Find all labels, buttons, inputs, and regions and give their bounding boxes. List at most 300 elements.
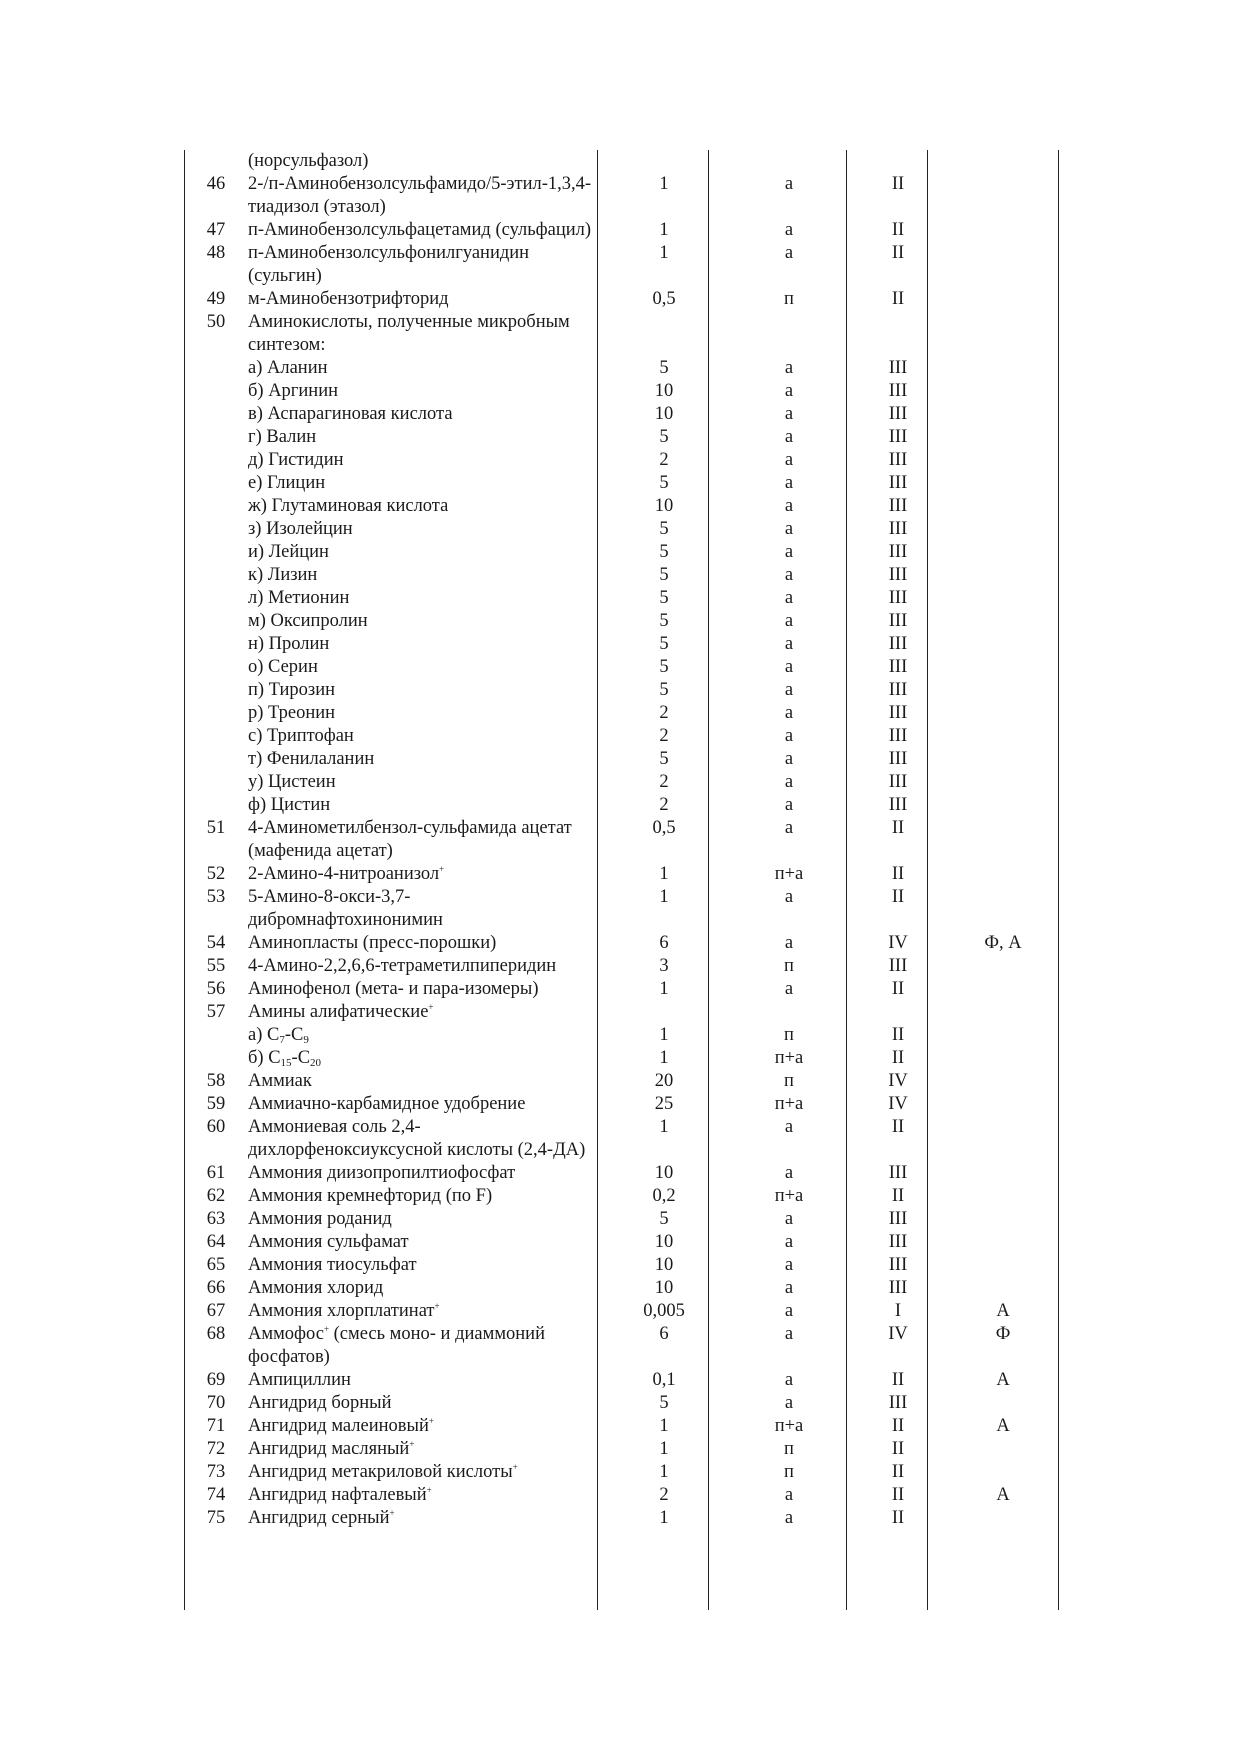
table-row (184, 495, 1068, 518)
cell-c3: II (891, 818, 905, 838)
cell-c4 (938, 1047, 1068, 1070)
cell-c3: III (888, 634, 908, 654)
cell-name (248, 150, 608, 173)
cell-c4 (938, 564, 1068, 587)
cell-num (184, 495, 248, 518)
cell-c1: 5 (659, 427, 669, 447)
table-row (184, 219, 1068, 242)
cell-name (248, 863, 608, 886)
table-row (184, 955, 1068, 978)
cell-c3: II (891, 1508, 905, 1528)
table-row (184, 679, 1068, 702)
table-row (184, 449, 1068, 472)
cell-c3: III (888, 404, 908, 424)
cell-c2: а (784, 450, 794, 470)
cell-num: 69 (206, 1370, 226, 1390)
cell-num: 70 (206, 1393, 226, 1413)
footnote-mark: + (389, 1508, 395, 1518)
cell-c1: 1 (659, 243, 669, 263)
cell-c3: II (891, 1048, 905, 1068)
table-row (184, 1231, 1068, 1254)
cell-num: 51 (206, 818, 226, 838)
cell-num: 73 (206, 1462, 226, 1482)
cell-c2: а (784, 588, 794, 608)
substances-table-body (184, 150, 1068, 1530)
cell-c4 (938, 679, 1068, 702)
substance-name: Аммония диизопропилтиофосфат (248, 1163, 516, 1183)
cell-c4 (938, 1231, 1068, 1254)
cell-c2: а (784, 726, 794, 746)
cell-name (248, 173, 608, 219)
cell-c1: 2 (659, 703, 669, 723)
substance-name: 4-Аминометилбензол-сульфамида ацетат (мафенида ацетат) (248, 818, 572, 861)
table-row (184, 725, 1068, 748)
cell-c4: А (996, 1416, 1010, 1436)
cell-c2: а (784, 1117, 794, 1137)
footnote-mark: + (409, 1439, 415, 1449)
cell-name (248, 1185, 608, 1208)
cell-c3: II (891, 864, 905, 884)
cell-name (248, 1208, 608, 1231)
cell-c2: а (784, 542, 794, 562)
substance-name: п) Тирозин (248, 680, 336, 700)
cell-name (248, 1070, 608, 1093)
substance-name: Ампициллин (248, 1370, 351, 1390)
table-row (184, 702, 1068, 725)
cell-c1: 2 (659, 726, 669, 746)
cell-name (248, 1323, 608, 1369)
cell-c4 (938, 771, 1068, 794)
cell-c3: II (891, 220, 905, 240)
cell-c1: 3 (659, 956, 669, 976)
cell-num (184, 633, 248, 656)
footnote-mark: + (428, 1416, 434, 1426)
cell-c2: а (784, 1163, 794, 1183)
cell-name (248, 564, 608, 587)
cell-c4 (938, 1438, 1068, 1461)
table-row (184, 1323, 1068, 1369)
substance-name: Аммиак (248, 1071, 312, 1091)
substance-name: г) Валин (248, 427, 317, 447)
substance-name: Ангидрид серный (248, 1508, 390, 1528)
cell-c2: а (784, 1232, 794, 1252)
cell-c4 (938, 748, 1068, 771)
cell-name (248, 541, 608, 564)
cell-c4 (938, 219, 1068, 242)
cell-c4 (938, 1001, 1068, 1024)
cell-c4 (938, 587, 1068, 610)
cell-c1: 2 (659, 450, 669, 470)
cell-c1: 5 (659, 519, 669, 539)
cell-name: а) $C_7-C_9$ (248, 1025, 309, 1046)
cell-c1: 0,5 (652, 289, 676, 309)
substance-name: а) Аланин (248, 358, 328, 378)
cell-num: 62 (206, 1186, 226, 1206)
cell-num: 72 (206, 1439, 226, 1459)
cell-c2: а (784, 1301, 794, 1321)
substance-name: м) Оксипролин (248, 611, 368, 631)
cell-c1: 10 (654, 1255, 674, 1275)
cell-c3: III (888, 519, 908, 539)
cell-c2: а (784, 887, 794, 907)
table-row (184, 1047, 1068, 1070)
cell-name (248, 932, 608, 955)
cell-num: 53 (206, 887, 226, 907)
cell-c3: I (894, 1301, 902, 1321)
cell-c3: II (891, 289, 905, 309)
cell-c1 (608, 150, 720, 173)
cell-name (248, 242, 608, 288)
cell-c4 (938, 1392, 1068, 1415)
table-row (184, 978, 1068, 1001)
table-row (184, 380, 1068, 403)
substance-name: 2-Амино-4-нитроанизол (248, 864, 440, 884)
cell-name (248, 426, 608, 449)
table-row (184, 932, 1068, 955)
table-row (184, 564, 1068, 587)
cell-c4 (938, 633, 1068, 656)
substance-name: м-Аминобензотрифторид (248, 289, 449, 309)
cell-c3: III (888, 542, 908, 562)
cell-num: 54 (206, 933, 226, 953)
cell-c3 (858, 150, 938, 173)
cell-c2: а (784, 519, 794, 539)
substance-name: Аммония роданид (248, 1209, 392, 1229)
cell-c4 (938, 311, 1068, 357)
cell-num (184, 449, 248, 472)
cell-num (184, 426, 248, 449)
cell-c1 (608, 1001, 720, 1024)
cell-num (184, 771, 248, 794)
cell-num (184, 472, 248, 495)
cell-c3: III (888, 657, 908, 677)
substance-name: к) Лизин (248, 565, 318, 585)
cell-c4 (938, 1070, 1068, 1093)
cell-c2: а (784, 473, 794, 493)
substance-name: с) Триптофан (248, 726, 354, 746)
cell-c2: п (784, 1025, 794, 1045)
cell-c1: 5 (659, 358, 669, 378)
cell-c3 (858, 311, 938, 357)
cell-c3: II (891, 243, 905, 263)
cell-name (248, 495, 608, 518)
cell-c1: 1 (659, 1416, 669, 1436)
cell-name (248, 1415, 608, 1438)
table-row (184, 633, 1068, 656)
cell-c3: III (888, 1255, 908, 1275)
cell-c4 (938, 380, 1068, 403)
cell-c2: а (784, 1508, 794, 1528)
cell-c3: III (888, 795, 908, 815)
footnote-mark: + (439, 864, 445, 874)
cell-c3: III (888, 473, 908, 493)
cell-c4 (938, 426, 1068, 449)
cell-c4 (938, 886, 1068, 932)
table-row (184, 1507, 1068, 1530)
table-row (184, 1093, 1068, 1116)
cell-c1: 5 (659, 473, 669, 493)
cell-num: 63 (206, 1209, 226, 1229)
cell-c2: а (784, 611, 794, 631)
cell-name (248, 1254, 608, 1277)
substance-name: е) Глицин (248, 473, 326, 493)
cell-num: 66 (206, 1278, 226, 1298)
cell-c2: а (784, 1393, 794, 1413)
cell-num: 59 (206, 1094, 226, 1114)
substance-name: ф) Цистин (248, 795, 331, 815)
cell-c1: 5 (659, 749, 669, 769)
cell-name (248, 1369, 608, 1392)
cell-c3: III (888, 358, 908, 378)
cell-c4 (938, 518, 1068, 541)
substance-name: Аммофос (248, 1324, 324, 1344)
cell-c1: 1 (659, 1439, 669, 1459)
cell-c1: 10 (654, 1163, 674, 1183)
substance-name: и) Лейцин (248, 542, 329, 562)
cell-c1: 1 (659, 1462, 669, 1482)
cell-c2: а (784, 174, 794, 194)
cell-c1: 2 (659, 795, 669, 815)
cell-name (248, 403, 608, 426)
cell-c3: III (888, 588, 908, 608)
cell-name (248, 725, 608, 748)
cell-c2: п (784, 956, 794, 976)
cell-c1: 0,1 (652, 1370, 676, 1390)
cell-c3: II (891, 1117, 905, 1137)
cell-name (248, 1231, 608, 1254)
cell-c4 (938, 978, 1068, 1001)
substance-name: ж) Глутаминовая кислота (248, 496, 449, 516)
cell-c3: II (891, 1025, 905, 1045)
cell-c1: 0,2 (652, 1186, 676, 1206)
cell-name (248, 1438, 608, 1461)
cell-c3: III (888, 726, 908, 746)
cell-c1: 20 (654, 1071, 674, 1091)
cell-name (248, 1116, 608, 1162)
cell-c3: III (888, 1209, 908, 1229)
table-row (184, 1185, 1068, 1208)
cell-c4 (938, 1185, 1068, 1208)
cell-num (184, 725, 248, 748)
cell-num (184, 564, 248, 587)
cell-c1: 1 (659, 887, 669, 907)
cell-num: 50 (206, 312, 226, 332)
cell-c1: 5 (659, 680, 669, 700)
cell-c1: 6 (659, 1324, 669, 1344)
cell-c3: II (891, 174, 905, 194)
cell-name (248, 771, 608, 794)
cell-c1: 5 (659, 1393, 669, 1413)
cell-name (248, 656, 608, 679)
cell-c3: II (891, 979, 905, 999)
cell-c2: а (784, 1485, 794, 1505)
footnote-mark: + (512, 1462, 518, 1472)
substance-name: Ангидрид нафталевый (248, 1485, 427, 1505)
table-row (184, 1392, 1068, 1415)
cell-c4 (938, 472, 1068, 495)
cell-c2: а (784, 1370, 794, 1390)
cell-c4 (938, 1277, 1068, 1300)
substance-name: п-Аминобензолсульфонилгуанидин (сульгин) (248, 243, 530, 286)
cell-c2: п+а (774, 1048, 804, 1068)
cell-c1: 5 (659, 588, 669, 608)
table-row (184, 587, 1068, 610)
cell-c4: А (996, 1485, 1010, 1505)
cell-name (248, 610, 608, 633)
table-row (184, 1254, 1068, 1277)
table-row (184, 817, 1068, 863)
cell-c2: п (784, 1071, 794, 1091)
substance-name: Аммониевая соль 2,4-дихлорфеноксиуксусной кислоты (2,4-ДА) (248, 1117, 586, 1160)
cell-c1: 0,5 (652, 818, 676, 838)
cell-c3 (858, 1001, 938, 1024)
cell-name (248, 472, 608, 495)
cell-num: 52 (206, 864, 226, 884)
substance-name: (норсульфазол) (248, 151, 369, 171)
cell-c2 (720, 311, 858, 357)
cell-c4 (938, 1116, 1068, 1162)
cell-c4 (938, 1162, 1068, 1185)
cell-name (248, 633, 608, 656)
cell-c2: а (784, 1278, 794, 1298)
table-row (184, 771, 1068, 794)
cell-c4 (938, 242, 1068, 288)
table-row (184, 403, 1068, 426)
cell-c4 (938, 495, 1068, 518)
cell-name (248, 1461, 608, 1484)
cell-c4 (938, 541, 1068, 564)
table-row (184, 288, 1068, 311)
footnote-mark: + (428, 1002, 434, 1012)
substance-name: з) Изолейцин (248, 519, 353, 539)
cell-c3: II (891, 1186, 905, 1206)
cell-num: 75 (206, 1508, 226, 1528)
table-row (184, 1070, 1068, 1093)
substance-name: 5-Амино-8-окси-3,7-дибромнафтохинонимин (248, 887, 443, 930)
substance-name: в) Аспарагиновая кислота (248, 404, 453, 424)
table-row (184, 1208, 1068, 1231)
cell-num: 49 (206, 289, 226, 309)
cell-num: 61 (206, 1163, 226, 1183)
cell-c3: III (888, 703, 908, 723)
substance-name: Аммония хлорплатинат (248, 1301, 435, 1321)
footnote-mark: + (323, 1324, 330, 1334)
cell-c3: II (891, 1439, 905, 1459)
cell-c4 (938, 1461, 1068, 1484)
cell-num: 47 (206, 220, 226, 240)
cell-c1: 10 (654, 404, 674, 424)
cell-c1: 0,005 (643, 1301, 685, 1321)
table-row (184, 1438, 1068, 1461)
cell-c3: III (888, 496, 908, 516)
cell-c2: а (784, 657, 794, 677)
cell-c2: п (784, 289, 794, 309)
substance-name: т) Фенилаланин (248, 749, 375, 769)
cell-c1: 5 (659, 657, 669, 677)
cell-c3: II (891, 1462, 905, 1482)
cell-c1: 1 (659, 220, 669, 240)
substance-name: у) Цистеин (248, 772, 336, 792)
cell-c3: III (888, 611, 908, 631)
substances-table (184, 150, 1068, 1530)
cell-name (248, 702, 608, 725)
cell-c3: III (888, 1278, 908, 1298)
cell-c4 (938, 702, 1068, 725)
cell-num: 58 (206, 1071, 226, 1091)
cell-c1: 5 (659, 611, 669, 631)
cell-num (184, 1047, 248, 1070)
cell-c1: 10 (654, 1278, 674, 1298)
cell-c4 (938, 610, 1068, 633)
cell-c2: а (784, 381, 794, 401)
cell-c4: А (996, 1301, 1010, 1321)
substance-name: д) Гистидин (248, 450, 344, 470)
cell-c2: п+а (774, 1186, 804, 1206)
cell-num: 60 (206, 1117, 226, 1137)
table-row (184, 472, 1068, 495)
cell-c1: 2 (659, 1485, 669, 1505)
cell-num: 65 (206, 1255, 226, 1275)
cell-c4 (938, 863, 1068, 886)
cell-c3: II (891, 1485, 905, 1505)
cell-c3: III (888, 427, 908, 447)
cell-c2: а (784, 565, 794, 585)
table-row (184, 863, 1068, 886)
cell-c2: а (784, 496, 794, 516)
cell-c1: 1 (659, 1508, 669, 1528)
substance-name: Аммония сульфамат (248, 1232, 409, 1252)
cell-c1 (608, 311, 720, 357)
substance-name: б) Аргинин (248, 381, 338, 401)
cell-name (248, 817, 608, 863)
cell-num (184, 403, 248, 426)
table-row (184, 311, 1068, 357)
cell-num: 74 (206, 1485, 226, 1505)
cell-name (248, 1507, 608, 1530)
table-row (184, 541, 1068, 564)
cell-name (248, 518, 608, 541)
cell-num (184, 541, 248, 564)
cell-c3: III (888, 565, 908, 585)
cell-c2: а (784, 427, 794, 447)
cell-num: 64 (206, 1232, 226, 1252)
table-row (184, 518, 1068, 541)
cell-c3: II (891, 1416, 905, 1436)
cell-c2: а (784, 818, 794, 838)
cell-c1: 5 (659, 1209, 669, 1229)
cell-num (184, 748, 248, 771)
cell-c2: а (784, 1255, 794, 1275)
cell-c2: п (784, 1439, 794, 1459)
cell-c2: п+а (774, 1094, 804, 1114)
substance-name: Аминокислоты, полученные микробным синтезом: (248, 312, 570, 355)
substance-name: н) Пролин (248, 634, 330, 654)
substance-name: Аммония кремнефторид (по F) (248, 1186, 493, 1206)
cell-name (248, 311, 608, 357)
cell-c2: а (784, 220, 794, 240)
cell-name (248, 886, 608, 932)
cell-c1: 10 (654, 381, 674, 401)
substance-name: Аминопласты (пресс-порошки) (248, 933, 497, 953)
cell-name (248, 1300, 608, 1323)
cell-c3: III (888, 1163, 908, 1183)
cell-c2: п+а (774, 864, 804, 884)
cell-c1: 1 (659, 174, 669, 194)
cell-num: 67 (206, 1301, 226, 1321)
cell-num (184, 794, 248, 817)
cell-num (184, 702, 248, 725)
cell-num (184, 610, 248, 633)
